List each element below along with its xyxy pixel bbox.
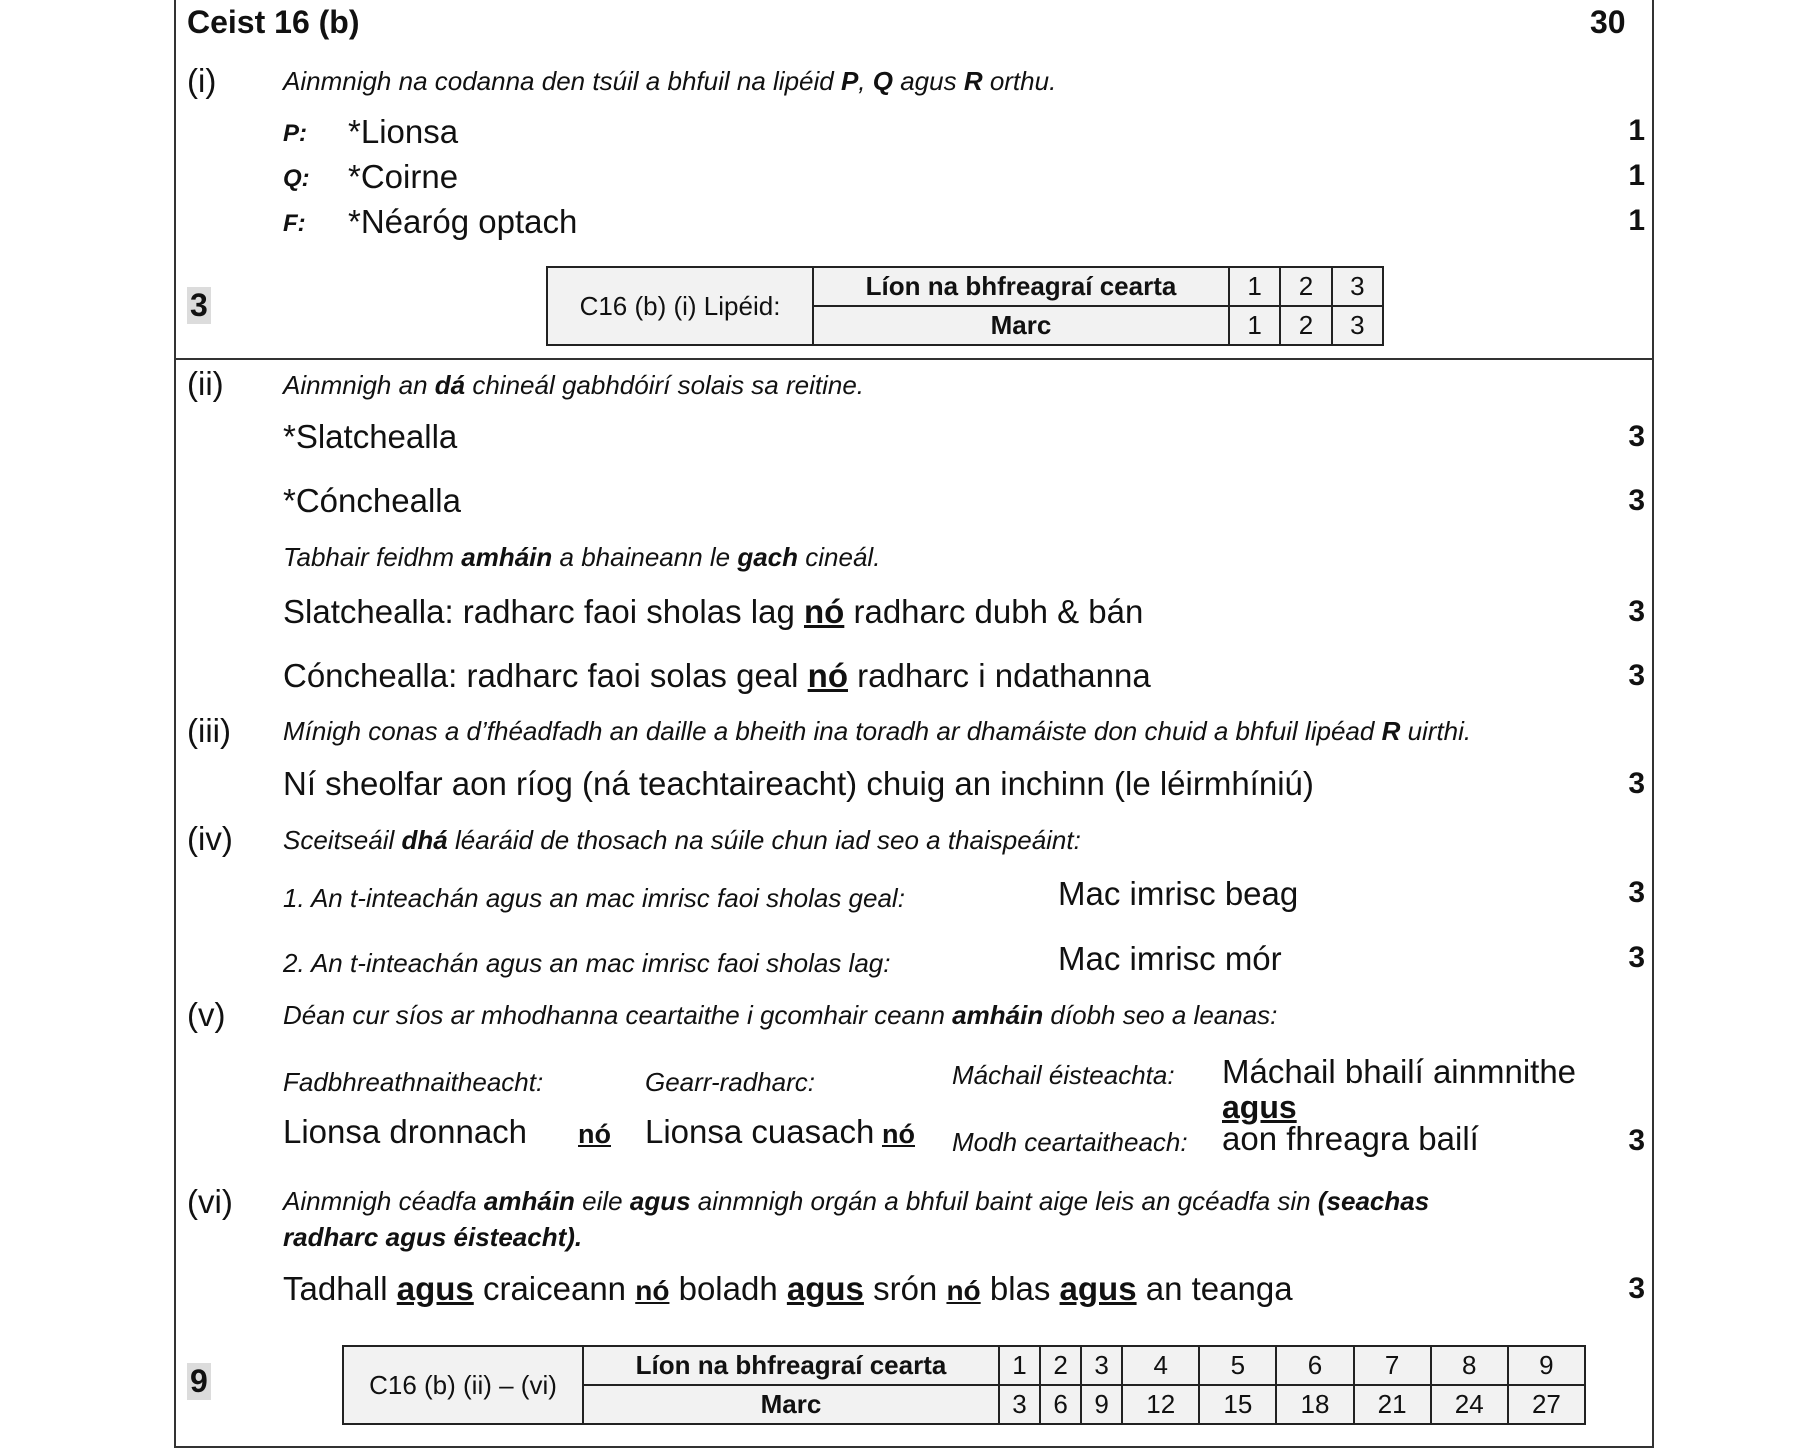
summary-mark-table: [342, 1345, 1586, 1425]
part-vi-mark: 3: [1628, 1272, 1645, 1305]
farsightedness-heading: Fadbhreathnaitheacht:: [283, 1067, 544, 1097]
table-row-label: Líon na bhfreagraí cearta: [813, 267, 1229, 306]
table-cell: 21: [1354, 1385, 1431, 1424]
part-iv-answer-2: Mac imrisc mór: [1058, 940, 1282, 977]
part-ii-label: (ii): [187, 365, 224, 402]
answer-f: *Néaróg optach: [348, 203, 578, 240]
question-total: 30: [1590, 4, 1626, 40]
part-ii-mark-2: 3: [1628, 484, 1645, 517]
part-vi-question: Ainmnigh céadfa amháin eile agus ainmnigh orgán a bhfuil baint aige leis an gcéadfa sin (seachas: [283, 1186, 1430, 1216]
answer-label-q: Q:: [283, 165, 310, 192]
parts-ii-vi-subtotal: 9: [187, 1363, 211, 1400]
part-ii-answer-1: *Slatchealla: [283, 418, 458, 455]
corrective-method-heading: Modh ceartaitheach:: [952, 1127, 1188, 1157]
part-ii-answer-4: Cónchealla: radharc faoi solas geal nó radharc i ndathanna: [283, 657, 1151, 694]
table-cell: 1: [1229, 306, 1280, 345]
hearing-defect-answer: Máchail bhailí ainmnithe: [1222, 1053, 1577, 1090]
table-cell: 15: [1199, 1385, 1276, 1424]
part-v-mark: 3: [1628, 1124, 1645, 1157]
part-iv-answer-1: Mac imrisc beag: [1058, 875, 1299, 912]
part-ii-mark-3: 3: [1628, 595, 1645, 628]
part-vi-answer: Tadhall agus craiceann nó boladh agus srón nó blas agus an teanga: [283, 1270, 1293, 1307]
part-iv-item-1: 1. An t-inteachán agus an mac imrisc faoi sholas geal:: [283, 883, 905, 913]
table-cell: 9: [1081, 1385, 1122, 1424]
table-cell: 2: [1280, 306, 1331, 345]
part-vi-question-line-2: radharc agus éisteacht).: [283, 1222, 583, 1252]
table-cell: 3: [1332, 267, 1383, 306]
part-iv-label: (iv): [187, 820, 233, 857]
table-cell: 3: [1081, 1346, 1122, 1385]
shortsightedness-heading: Gearr-radharc:: [645, 1067, 816, 1097]
part-iii-answer: Ní sheolfar aon ríog (ná teachtaireacht) chuig an inchinn (le léirmhíniú): [283, 765, 1314, 802]
question-title: Ceist 16 (b): [187, 4, 360, 40]
mark-p: 1: [1628, 114, 1645, 147]
table-cell: 4: [1122, 1346, 1199, 1385]
part-i-label: (i): [187, 62, 217, 99]
and-connector: agus: [1222, 1089, 1297, 1125]
table-cell: 3: [999, 1385, 1040, 1424]
part-i-subtotal: 3: [187, 287, 211, 324]
table-cell: 2: [1280, 267, 1331, 306]
table-row-label: Marc: [583, 1385, 999, 1424]
part-i-mark-table: [546, 266, 1384, 346]
farsightedness-answer: Lionsa dronnach: [283, 1113, 528, 1150]
table-cell: 8: [1431, 1346, 1508, 1385]
table-cell: 12: [1122, 1385, 1199, 1424]
answer-p: *Lionsa: [348, 113, 459, 150]
table-cell: 5: [1199, 1346, 1276, 1385]
mark-q: 1: [1628, 159, 1645, 192]
table-cell: 24: [1431, 1385, 1508, 1424]
part-ii-question: Ainmnigh an dá chineál gabhdóirí solais sa reitine.: [283, 370, 865, 400]
table-cell: 2: [1040, 1346, 1081, 1385]
or-1: nó: [578, 1119, 611, 1149]
answer-q: *Coirne: [348, 158, 459, 195]
part-ii-answer-3: Slatchealla: radharc faoi sholas lag nó radharc dubh & bán: [283, 593, 1144, 630]
table-cell: 1: [1229, 267, 1280, 306]
part-iv-mark-2: 3: [1628, 941, 1645, 974]
part-ii-mark-1: 3: [1628, 420, 1645, 453]
corrective-method-answer: aon fhreagra bailí: [1222, 1120, 1479, 1157]
answer-label-p: P:: [283, 120, 307, 147]
table-cell: 27: [1508, 1385, 1585, 1424]
part-iii-label: (iii): [187, 712, 231, 749]
part-v-label: (v): [187, 996, 226, 1033]
table-cell: 9: [1508, 1346, 1585, 1385]
part-ii-question-2: Tabhair feidhm amháin a bhaineann le gach cineál.: [283, 542, 881, 572]
part-iv-question: Sceitseáil dhá léaráid de thosach na súile chun iad seo a thaispeáint:: [283, 825, 1081, 855]
table-caption: C16 (b) (i) Lipéid:: [547, 267, 813, 345]
table-row-label: Marc: [813, 306, 1229, 345]
part-v-question: Déan cur síos ar mhodhanna ceartaithe i gcomhair ceann amháin díobh seo a leanas:: [283, 1000, 1278, 1030]
table-row-label: Líon na bhfreagraí cearta: [583, 1346, 999, 1385]
hearing-defect-heading: Máchail éisteachta:: [952, 1060, 1175, 1090]
section-divider: [174, 358, 1654, 360]
part-ii-answer-2: *Cónchealla: [283, 482, 461, 519]
table-cell: 6: [1276, 1346, 1353, 1385]
mark-f: 1: [1628, 204, 1645, 237]
table-caption: C16 (b) (ii) – (vi): [343, 1346, 583, 1424]
part-ii-mark-4: 3: [1628, 659, 1645, 692]
table-cell: 1: [999, 1346, 1040, 1385]
table-cell: 6: [1040, 1385, 1081, 1424]
or-2: nó: [882, 1119, 915, 1149]
table-cell: 18: [1276, 1385, 1353, 1424]
part-iii-question: Mínigh conas a d’fhéadfadh an daille a bheith ina toradh ar dhamáiste don chuid a bhfuil lipéad R uirthi.: [283, 716, 1472, 746]
part-iv-item-2: 2. An t-inteachán agus an mac imrisc faoi sholas lag:: [283, 948, 891, 978]
shortsightedness-answer: Lionsa cuasach: [645, 1113, 875, 1150]
part-iii-mark: 3: [1628, 767, 1645, 800]
part-vi-label: (vi): [187, 1183, 233, 1220]
table-cell: 7: [1354, 1346, 1431, 1385]
answer-label-f: F:: [283, 210, 306, 237]
part-iv-mark-1: 3: [1628, 876, 1645, 909]
part-i-question: Ainmnigh na codanna den tsúil a bhfuil na lipéid P, Q agus R orthu.: [283, 66, 1057, 96]
table-cell: 3: [1332, 306, 1383, 345]
